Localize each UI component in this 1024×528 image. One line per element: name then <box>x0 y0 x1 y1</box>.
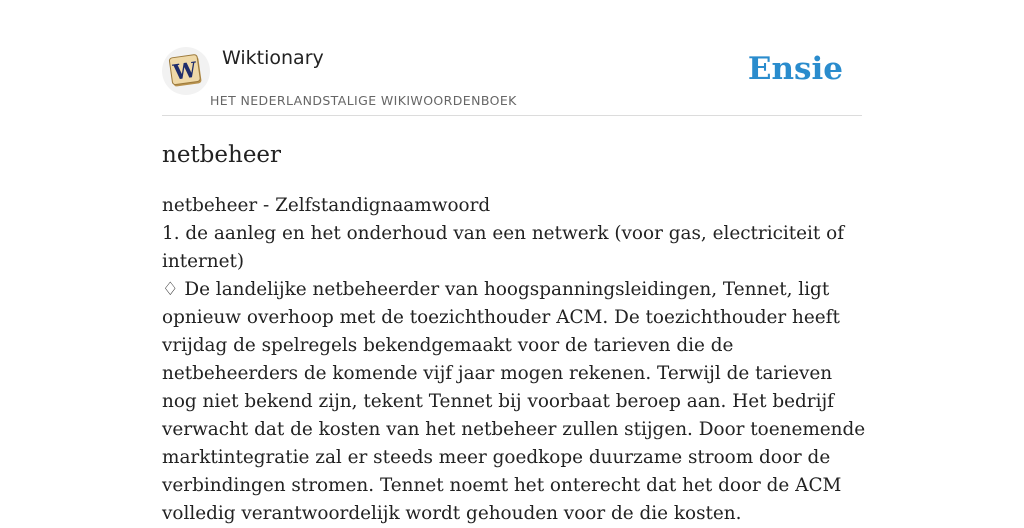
example-sentence: ♢ De landelijke netbeheerder van hoogspanningsleidingen, Tennet, ligt opnieuw overhoop met de toezichthouder ACM. De toezichthouder heeft vrijdag de spelregels bekendgemaakt voor de tarieven die de netbeheerders de komende vijf jaar mogen rekenen. Terwijl de tarieven nog niet bekend zijn, tekent Tennet bij voorbaat beroep aan. Het bedrijf verwacht dat de kosten van het netbeheer zullen stijgen. Door toenemende marktintegratie zal er steeds meer goedkope duurzame stroom door de verbindingen stromen. Tennet noemt het onterecht dat het door de ACM volledig verantwoordelijk wordt gehouden voor de die kosten. <box>162 279 866 524</box>
svg-text:W: W <box>171 56 199 85</box>
header <box>162 0 862 116</box>
site-name[interactable]: Wiktionary <box>222 47 324 69</box>
entry-title: netbeheer <box>162 142 282 168</box>
entry-content <box>162 192 866 528</box>
site-tagline: HET NEDERLANDSTALIGE WIKIWOORDENBOEK <box>210 93 517 108</box>
ensie-brand-logo[interactable]: Ensie <box>747 51 843 87</box>
wiktionary-logo-icon[interactable] <box>162 47 210 95</box>
definition: 1. de aanleg en het onderhoud van een netwerk (voor gas, electriciteit of internet) <box>162 223 845 272</box>
part-of-speech-line: netbeheer - Zelfstandignaamwoord <box>162 195 491 216</box>
